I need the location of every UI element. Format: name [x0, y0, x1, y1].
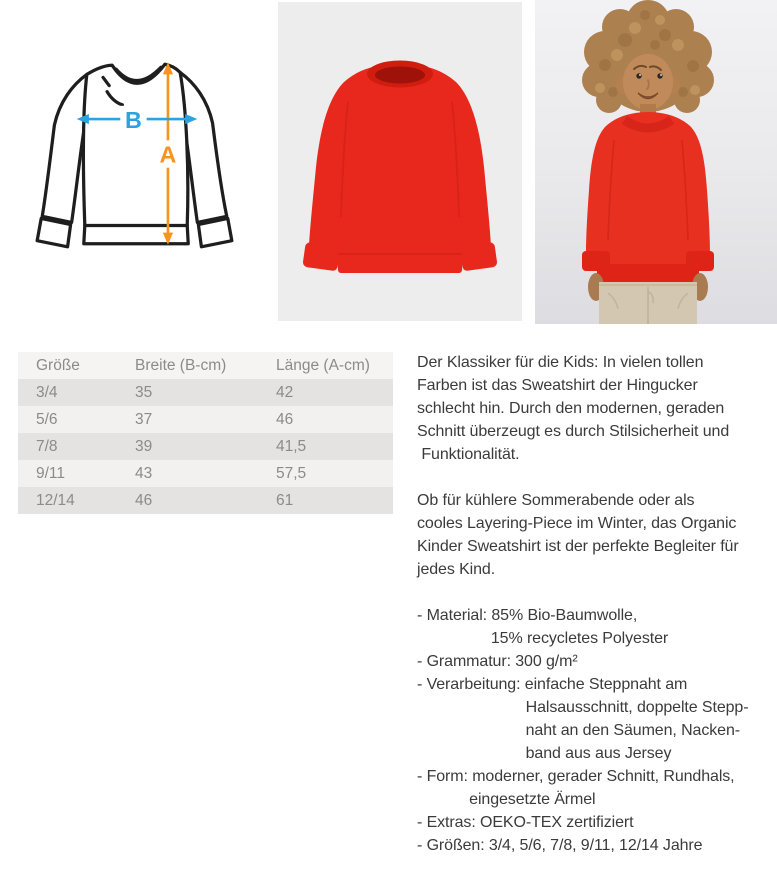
product-photo-flat [278, 2, 522, 321]
table-row [18, 433, 393, 460]
description-line: - Material: 85% Bio-Baumwolle, [417, 607, 638, 624]
left-sleeve [42, 74, 87, 222]
table-row [18, 406, 393, 433]
description-line: Ob für kühlere Sommerabende oder als [417, 492, 695, 509]
size-table-header [18, 352, 393, 379]
product-photo-model [535, 0, 777, 324]
table-cell: 37 [135, 410, 153, 428]
sweatshirt-outline-drawing [26, 44, 244, 262]
flat-right-cuff [460, 242, 498, 272]
table-cell: 57,5 [276, 464, 307, 482]
description-line: cooles Layering-Piece im Winter, das Organic [417, 515, 737, 532]
description-line: schlecht hin. Durch den modernen, geraden [417, 400, 725, 417]
table-row [18, 460, 393, 487]
left-cuff [37, 218, 70, 246]
table-cell: 39 [135, 437, 153, 455]
table-cell: 3/4 [36, 383, 58, 401]
table-cell: 43 [135, 464, 153, 482]
description-line: - Größen: 3/4, 5/6, 7/8, 9/11, 12/14 Jahre [417, 837, 703, 854]
table-cell: 46 [276, 410, 294, 428]
width-arrow-label: B [125, 107, 142, 134]
size-table-body [18, 379, 393, 514]
flat-left-cuff [302, 242, 340, 272]
description-paragraph [417, 604, 777, 857]
description-line: 15% recycletes Polyester [417, 630, 669, 647]
description-line: eingesetzte Ärmel [417, 791, 596, 808]
description-line: - Verarbeitung: einfache Steppnaht am [417, 676, 688, 693]
table-cell: 46 [135, 491, 153, 509]
col-header-breite: Breite (B-cm) [135, 356, 227, 374]
length-arrow-label: A [159, 141, 177, 168]
pants [599, 282, 697, 324]
child-model-image [535, 0, 777, 324]
description-line: - Grammatur: 300 g/m² [417, 653, 578, 670]
table-cell: 7/8 [36, 437, 58, 455]
size-diagram [26, 44, 244, 262]
flat-body [337, 64, 463, 252]
table-cell: 9/11 [36, 464, 66, 482]
table-header-row [18, 352, 393, 379]
table-row [18, 379, 393, 406]
description [417, 351, 777, 880]
table-row [18, 487, 393, 514]
table-cell: 5/6 [36, 410, 58, 428]
col-header-laenge: Länge (A-cm) [276, 356, 370, 374]
size-table [18, 352, 393, 514]
model-sweatshirt [582, 112, 714, 283]
table-cell: 41,5 [276, 437, 307, 455]
description-paragraph [417, 351, 777, 466]
description-line: Kinder Sweatshirt ist der perfekte Begleiter für [417, 538, 739, 555]
description-line: Halsausschnitt, doppelte Stepp- [417, 699, 749, 716]
description-line: jedes Kind. [417, 561, 496, 578]
hem-band [84, 225, 188, 243]
description-paragraph [417, 489, 777, 581]
col-header-groesse: Größe [36, 356, 80, 374]
table-cell: 61 [276, 491, 294, 509]
flat-neck-opening [375, 67, 425, 84]
table-cell: 42 [276, 383, 294, 401]
description-line: band aus aus Jersey [417, 745, 672, 762]
description-line: Schnitt überzeugt es durch Stilsicherheit und [417, 423, 730, 440]
right-cuff [198, 218, 231, 246]
description-line: Der Klassiker für die Kids: In vielen tollen [417, 354, 704, 371]
red-sweatshirt-flat-image [278, 2, 522, 321]
table-cell: 12/14 [36, 491, 75, 509]
description-line: naht an den Säumen, Nacken- [417, 722, 740, 739]
description-line: - Extras: OEKO-TEX zertifiziert [417, 814, 634, 831]
description-line: Funktionalität. [417, 446, 520, 463]
description-line: - Form: moderner, gerader Schnitt, Rundhals, [417, 768, 735, 785]
description-line: Farben ist das Sweatshirt der Hingucker [417, 377, 698, 394]
table-cell: 35 [135, 383, 153, 401]
